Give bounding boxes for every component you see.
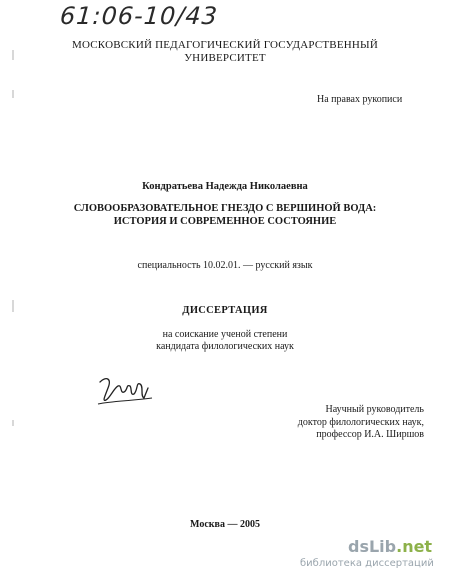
title-line-2: ИСТОРИЯ И СОВРЕМЕННОЕ СОСТОЯНИЕ [113, 216, 337, 227]
degree-info [0, 329, 450, 353]
university-line-1: МОСКОВСКИЙ ПЕДАГОГИЧЕСКИЙ ГОСУДАРСТВЕННЫЙ [72, 39, 378, 51]
degree-line-1: на соискание ученой степени [162, 329, 288, 340]
specialty: специальность 10.02.01. — русский язык [137, 260, 313, 271]
advisor-line-2: доктор филологических наук, [297, 416, 424, 428]
scientific-advisor [279, 404, 424, 442]
dissertation-title [0, 202, 450, 228]
advisor-line-3: профессор И.А. Ширшов [316, 429, 424, 440]
watermark-subtitle: библиотека диссертаций [300, 558, 434, 569]
document-type: ДИССЕРТАЦИЯ [182, 305, 268, 316]
advisor-line-1: Научный руководитель [325, 404, 424, 415]
rights-note: На правах рукописи [317, 94, 403, 105]
dslib-logo[interactable] [348, 537, 432, 556]
degree-line-2: кандидата филологических наук [156, 341, 294, 352]
archive-stamp: 61:06-10/43 [59, 2, 219, 30]
scan-edge-marks [12, 0, 18, 582]
author-name: Кондратьева Надежда Николаевна [142, 181, 308, 192]
logo-tld: .net [396, 537, 433, 556]
university-line-2: УНИВЕРСИТЕТ [184, 52, 266, 64]
city-year: Москва — 2005 [190, 519, 260, 530]
handwritten-signature [96, 374, 156, 408]
title-line-1: СЛОВООБРАЗОВАТЕЛЬНОЕ ГНЕЗДО С ВЕРШИНОЙ ВОДА: [73, 203, 377, 214]
university-name [0, 39, 450, 65]
logo-main: dsLib [348, 537, 397, 556]
